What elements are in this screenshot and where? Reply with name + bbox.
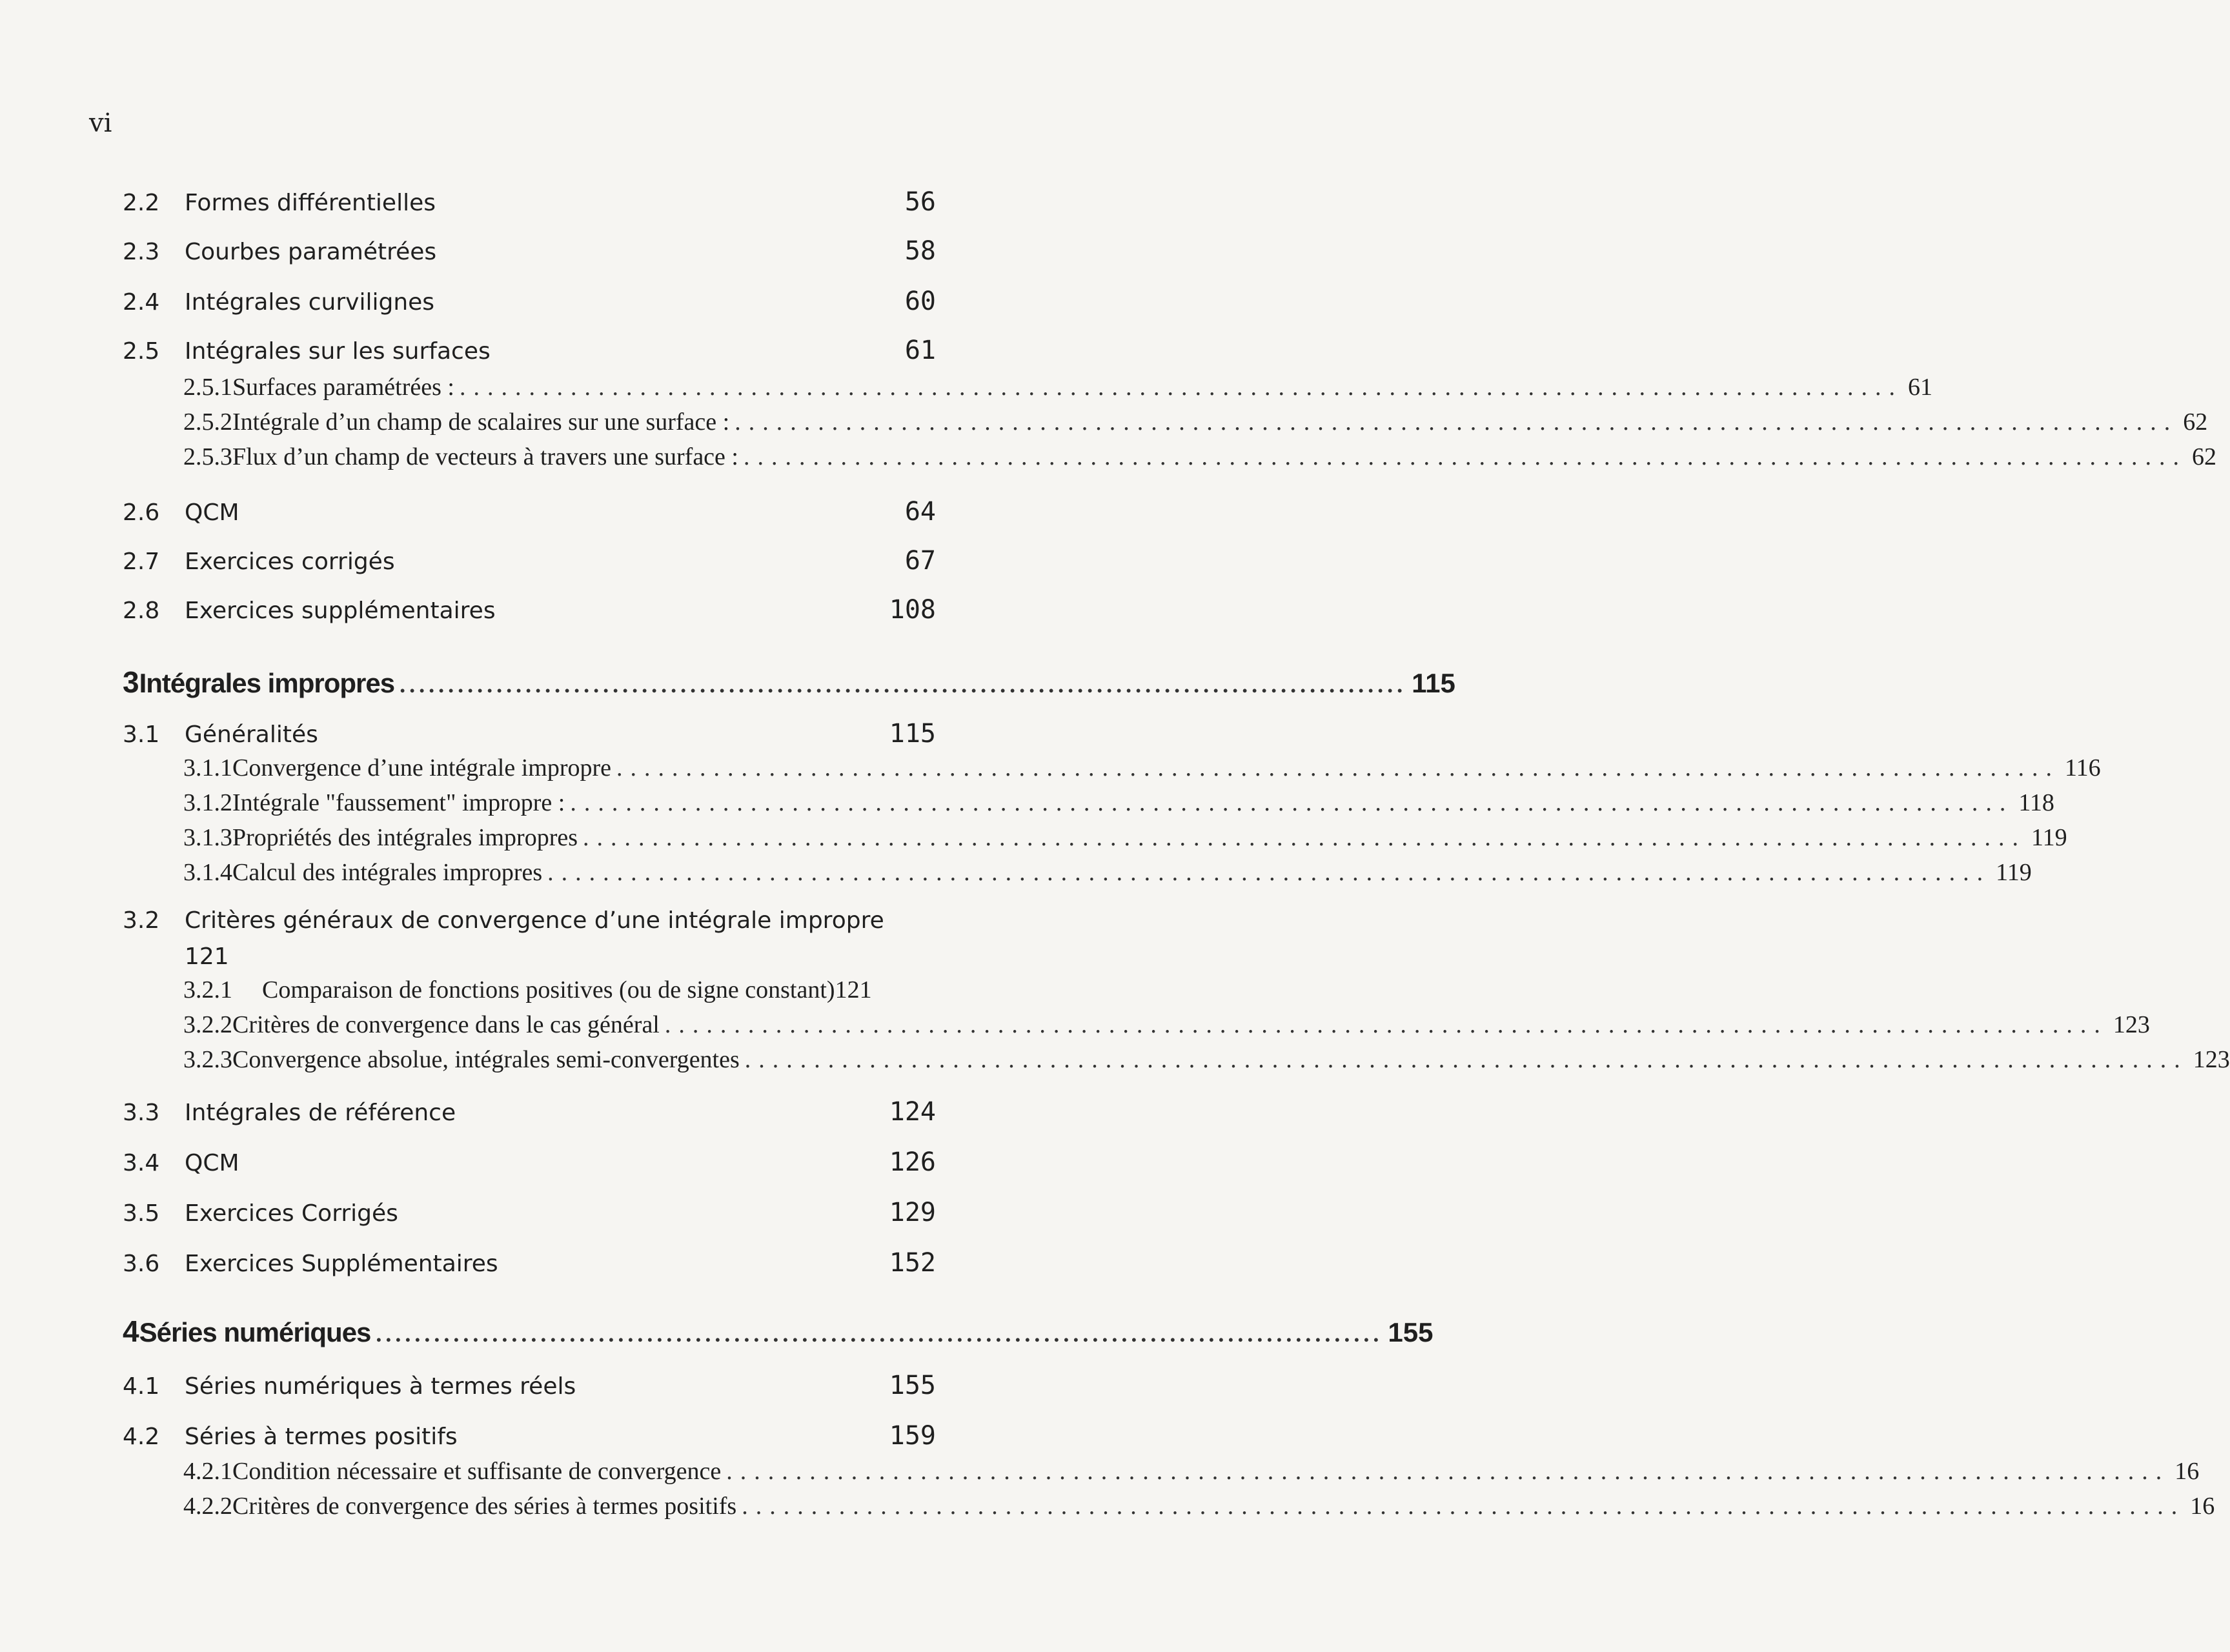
chapter-title: Séries numériques [139, 1317, 371, 1347]
subsection-number: 3.1.2 [183, 789, 232, 816]
page-folio: vi [89, 108, 112, 138]
subsection-number: 2.5.2 [183, 408, 232, 436]
toc-entry-2-5-1 [183, 373, 1932, 412]
subsection-title: Intégrale "faussement" impropre : [232, 789, 565, 816]
page-number: 116 [2065, 754, 2101, 781]
toc-entry-3-1-3 [183, 823, 2067, 862]
page-number: 61 [1907, 374, 1932, 401]
page-number: 67 [904, 546, 936, 576]
section-title: Critères généraux de convergence d’une intégrale impropre [185, 907, 884, 934]
toc-entry-4-2 [123, 1421, 936, 1460]
page-number: 155 [889, 1371, 936, 1400]
toc-entry-3-1 [123, 719, 936, 758]
toc-entry-4-2-2 [183, 1492, 2215, 1531]
page-number: 62 [2191, 443, 2216, 470]
page-number: 115 [889, 719, 936, 749]
toc-entry-2-3 [123, 236, 936, 275]
section-title: Généralités [185, 721, 318, 748]
leader-dots: ........................................................................................................ [459, 374, 1903, 401]
section-title: Exercices Supplémentaires [185, 1251, 498, 1277]
section-number: 3.1 [123, 721, 160, 748]
section-title: Séries à termes positifs [185, 1424, 458, 1450]
toc-entry-3-1-4 [183, 858, 2032, 897]
subsection-number: 3.2.1 [183, 976, 232, 1003]
page-number: 124 [889, 1097, 936, 1127]
section-number: 3.6 [123, 1251, 160, 1277]
toc-entry-2-2 [123, 187, 936, 226]
subsection-title: Flux d’un champ de vecteurs à travers une surface : [232, 443, 738, 470]
page-number: 16 [2190, 1493, 2215, 1520]
subsection-title: Critères de convergence des séries à termes positifs [232, 1493, 737, 1520]
toc-chapter-4 [123, 1314, 1434, 1353]
chapter-number: 4 [123, 1315, 139, 1348]
page-number: 119 [2031, 824, 2067, 851]
page-number: 118 [2018, 789, 2054, 816]
leader-dots: ........................................................................................................ [743, 443, 2187, 470]
section-number: 3.4 [123, 1150, 160, 1176]
subsection-title: Condition nécessaire et suffisante de convergence [232, 1458, 722, 1485]
toc-entry-2-5-3 [183, 443, 2216, 481]
toc-entry-3-6 [123, 1248, 936, 1287]
subsection-number: 2.5.1 [183, 374, 232, 401]
leader-dots: ........................................................................................................ [744, 1046, 2188, 1073]
section-title: QCM [185, 1150, 239, 1176]
leader-dots: ........................................................................................................ [570, 789, 2014, 816]
leader-dots: ........................................................................................................ [376, 1321, 1383, 1347]
toc-entry-3-2 [123, 907, 936, 946]
toc-entry-4-2-1 [183, 1457, 2200, 1496]
subsection-title: Convergence absolue, intégrales semi-convergentes [232, 1046, 740, 1073]
subsection-title: Convergence d’une intégrale impropre [232, 754, 612, 781]
toc-entry-3-3 [123, 1097, 936, 1136]
section-title: Exercices corrigés [185, 549, 395, 575]
leader-dots: ........................................................................................................ [400, 672, 1407, 698]
section-title: Intégrales de référence [185, 1100, 456, 1126]
toc-entry-2-5-2 [183, 408, 2208, 447]
toc-entry-3-1-1 [183, 754, 2101, 792]
leader-dots: ........................................................................................................ [616, 754, 2060, 781]
toc-entry-3-2-2 [183, 1011, 2150, 1049]
leader-dots: ........................................................................................................ [664, 1011, 2108, 1038]
toc-chapter-3 [123, 665, 1455, 703]
toc-entry-3-2-1 [183, 976, 971, 1014]
toc-entry-2-4 [123, 287, 936, 325]
subsection-number: 2.5.3 [183, 443, 232, 470]
subsection-title: Intégrale d’un champ de scalaires sur une surface : [232, 408, 730, 436]
subsection-number: 3.2.2 [183, 1011, 232, 1038]
chapter-title: Intégrales impropres [139, 668, 395, 698]
page-number: 123 [2193, 1046, 2230, 1073]
leader-dots: ........................................................................................................ [726, 1458, 2170, 1485]
subsection-number: 3.1.3 [183, 824, 232, 851]
toc-entry-3-1-2 [183, 789, 2054, 827]
page-number: 123 [2113, 1011, 2150, 1038]
toc-entry-2-5 [123, 336, 936, 374]
subsection-title: Critères de convergence dans le cas général [232, 1011, 660, 1038]
subsection-number: 3.1.1 [183, 754, 232, 781]
leader-dots: ........................................................................................................ [742, 1493, 2185, 1520]
section-title: Intégrales sur les surfaces [185, 338, 491, 365]
page-number: 155 [1388, 1317, 1434, 1347]
toc-entry-4-1 [123, 1371, 936, 1409]
page-number: 16 [2174, 1458, 2200, 1485]
subsection-title: Calcul des intégrales impropres [232, 859, 543, 886]
section-3-2-page-number: 121 [185, 943, 229, 970]
page-number: 60 [904, 287, 936, 316]
page-number: 56 [904, 187, 936, 217]
page-number: 119 [1996, 859, 2032, 886]
subsection-number: 3.2.3 [183, 1046, 232, 1073]
section-number: 2.4 [123, 289, 160, 316]
subsection-number: 3.1.4 [183, 859, 232, 886]
page-number: 108 [889, 595, 936, 625]
subsection-number: 4.2.2 [183, 1493, 232, 1520]
toc-entry-3-2-3 [183, 1045, 2230, 1084]
section-number: 2.3 [123, 239, 160, 265]
toc-entry-3-4 [123, 1147, 936, 1186]
page-number: 115 [1412, 668, 1455, 698]
section-title: Exercices supplémentaires [185, 598, 496, 624]
leader-dots: ........................................................................................................ [735, 408, 2178, 436]
section-number: 2.2 [123, 190, 160, 216]
chapter-number: 3 [123, 665, 139, 699]
page-number: 58 [904, 236, 936, 266]
subsection-number: 4.2.1 [183, 1458, 232, 1485]
section-number: 3.5 [123, 1200, 160, 1227]
page-number: 152 [889, 1248, 936, 1278]
toc-entry-2-6 [123, 497, 936, 536]
section-title: Courbes paramétrées [185, 239, 437, 265]
section-title: Séries numériques à termes réels [185, 1373, 576, 1400]
page-number: 129 [889, 1198, 936, 1227]
page-number: 126 [889, 1147, 936, 1177]
section-number: 3.2 [123, 907, 160, 934]
section-title: Exercices Corrigés [185, 1200, 398, 1227]
section-number: 4.2 [123, 1424, 160, 1450]
page-number: 62 [2183, 408, 2208, 436]
page-number: 64 [904, 497, 936, 527]
section-title: Formes différentielles [185, 190, 436, 216]
page-number: 159 [889, 1421, 936, 1451]
leader-dots: ........................................................................................................ [583, 824, 2027, 851]
toc-entry-2-7 [123, 546, 936, 585]
section-number: 2.5 [123, 338, 160, 365]
section-number: 2.8 [123, 598, 160, 624]
section-number: 4.1 [123, 1373, 160, 1400]
section-number: 3.3 [123, 1100, 160, 1126]
toc-entry-3-5 [123, 1198, 936, 1236]
leader-dots: ........................................................................................................ [547, 859, 1991, 886]
section-number: 2.6 [123, 499, 160, 526]
subsection-title: Surfaces paramétrées : [232, 374, 454, 401]
subsection-title: Propriétés des intégrales impropres [232, 824, 578, 851]
section-number: 2.7 [123, 549, 160, 575]
page-number: 61 [904, 336, 936, 365]
section-title: QCM [185, 499, 239, 526]
subsection-title: Comparaison de fonctions positives (ou de signe constant) [262, 976, 835, 1003]
page-number: 121 [835, 976, 872, 1003]
toc-entry-2-8 [123, 595, 936, 634]
section-title: Intégrales curvilignes [185, 289, 435, 316]
